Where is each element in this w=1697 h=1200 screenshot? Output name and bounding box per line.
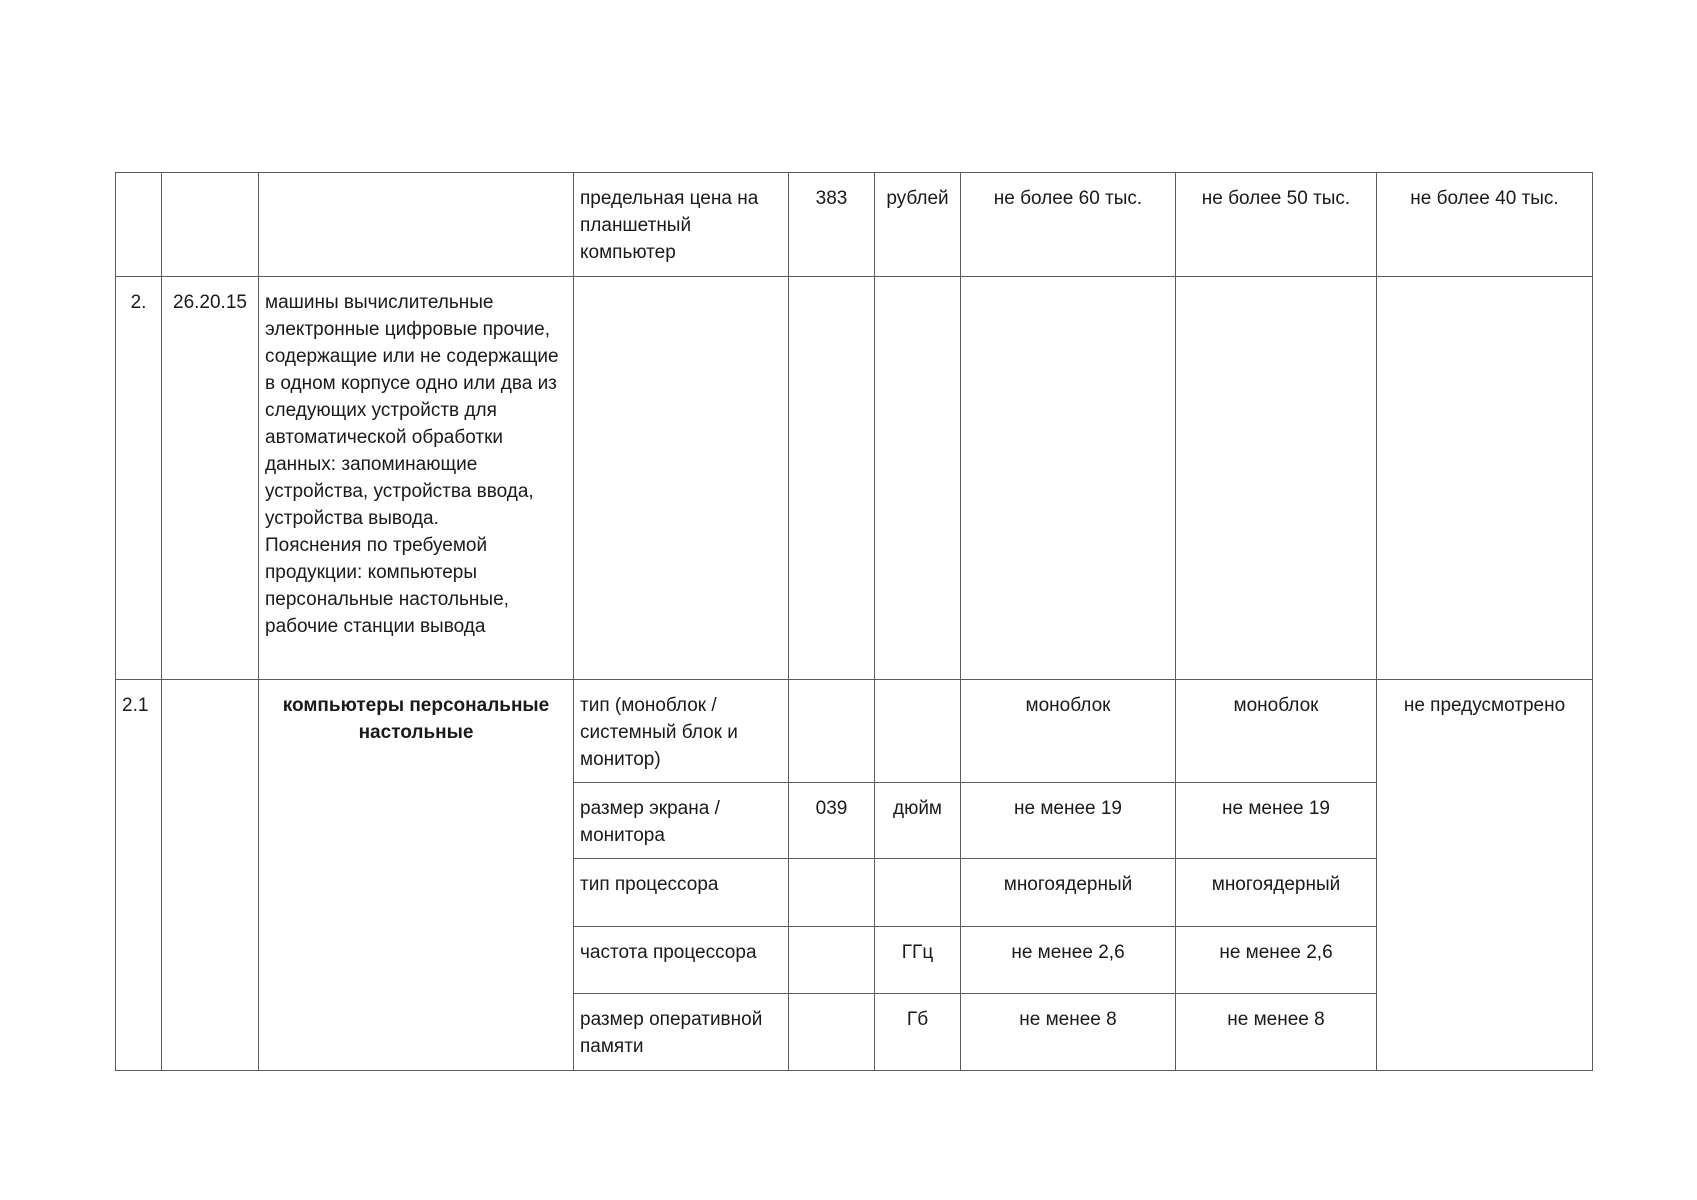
characteristic-name: предельная цена на планшетный компьютер bbox=[574, 173, 789, 277]
okei-code bbox=[789, 277, 875, 680]
value-group-1 bbox=[961, 277, 1176, 680]
value-group-2: не более 50 тыс. bbox=[1176, 173, 1377, 277]
characteristic-name: тип (моноблок / системный блок и монитор) bbox=[574, 680, 789, 783]
okei-code bbox=[789, 927, 875, 994]
okpd-code bbox=[162, 173, 259, 277]
product-name bbox=[259, 173, 574, 277]
unit-name: дюйм bbox=[875, 783, 961, 859]
characteristic-name: частота процессора bbox=[574, 927, 789, 994]
table-row-2 bbox=[116, 277, 1593, 680]
characteristic-name: тип процессора bbox=[574, 859, 789, 927]
value-group-3 bbox=[1377, 277, 1593, 680]
okpd-code: 26.20.15 bbox=[162, 277, 259, 680]
value-group-1: не менее 19 bbox=[961, 783, 1176, 859]
table-row-2-1 bbox=[116, 680, 1593, 783]
characteristic-name: размер оперативной памяти bbox=[574, 994, 789, 1071]
product-name: машины вычислительные электронные цифровые прочие, содержащие или не содержащие в одном корпусе одно или два из следующих устройств для автоматической обработки данных: запоминающие устройства, устройства ввода, устройства вывода. Пояснения по требуемой продукции: компьютеры персональные настольные, рабочие станции вывода bbox=[259, 277, 574, 680]
okei-code bbox=[789, 859, 875, 927]
value-group-2: моноблок bbox=[1176, 680, 1377, 783]
okei-code bbox=[789, 680, 875, 783]
unit-name bbox=[875, 859, 961, 927]
unit-name: рублей bbox=[875, 173, 961, 277]
value-group-2 bbox=[1176, 277, 1377, 680]
value-group-3: не более 40 тыс. bbox=[1377, 173, 1593, 277]
row-number: 2.1 bbox=[116, 680, 162, 1071]
value-group-1: многоядерный bbox=[961, 859, 1176, 927]
characteristic-name: размер экрана / монитора bbox=[574, 783, 789, 859]
value-group-1: моноблок bbox=[961, 680, 1176, 783]
row-number: 2. bbox=[116, 277, 162, 680]
unit-name bbox=[875, 680, 961, 783]
value-group-2: не менее 8 bbox=[1176, 994, 1377, 1071]
unit-name: Гб bbox=[875, 994, 961, 1071]
okpd-code bbox=[162, 680, 259, 1071]
value-group-2: не менее 19 bbox=[1176, 783, 1377, 859]
unit-name bbox=[875, 277, 961, 680]
okei-code: 383 bbox=[789, 173, 875, 277]
value-group-2: многоядерный bbox=[1176, 859, 1377, 927]
characteristic-name bbox=[574, 277, 789, 680]
value-group-3: не предусмотрено bbox=[1377, 680, 1593, 1071]
okei-code bbox=[789, 994, 875, 1071]
unit-name: ГГц bbox=[875, 927, 961, 994]
value-group-1: не более 60 тыс. bbox=[961, 173, 1176, 277]
okei-code: 039 bbox=[789, 783, 875, 859]
table-row-tablet-price bbox=[116, 173, 1593, 277]
value-group-1: не менее 8 bbox=[961, 994, 1176, 1071]
product-name: компьютеры персональные настольные bbox=[259, 680, 574, 1071]
row-number bbox=[116, 173, 162, 277]
value-group-2: не менее 2,6 bbox=[1176, 927, 1377, 994]
specification-table bbox=[115, 172, 1593, 1071]
value-group-1: не менее 2,6 bbox=[961, 927, 1176, 994]
